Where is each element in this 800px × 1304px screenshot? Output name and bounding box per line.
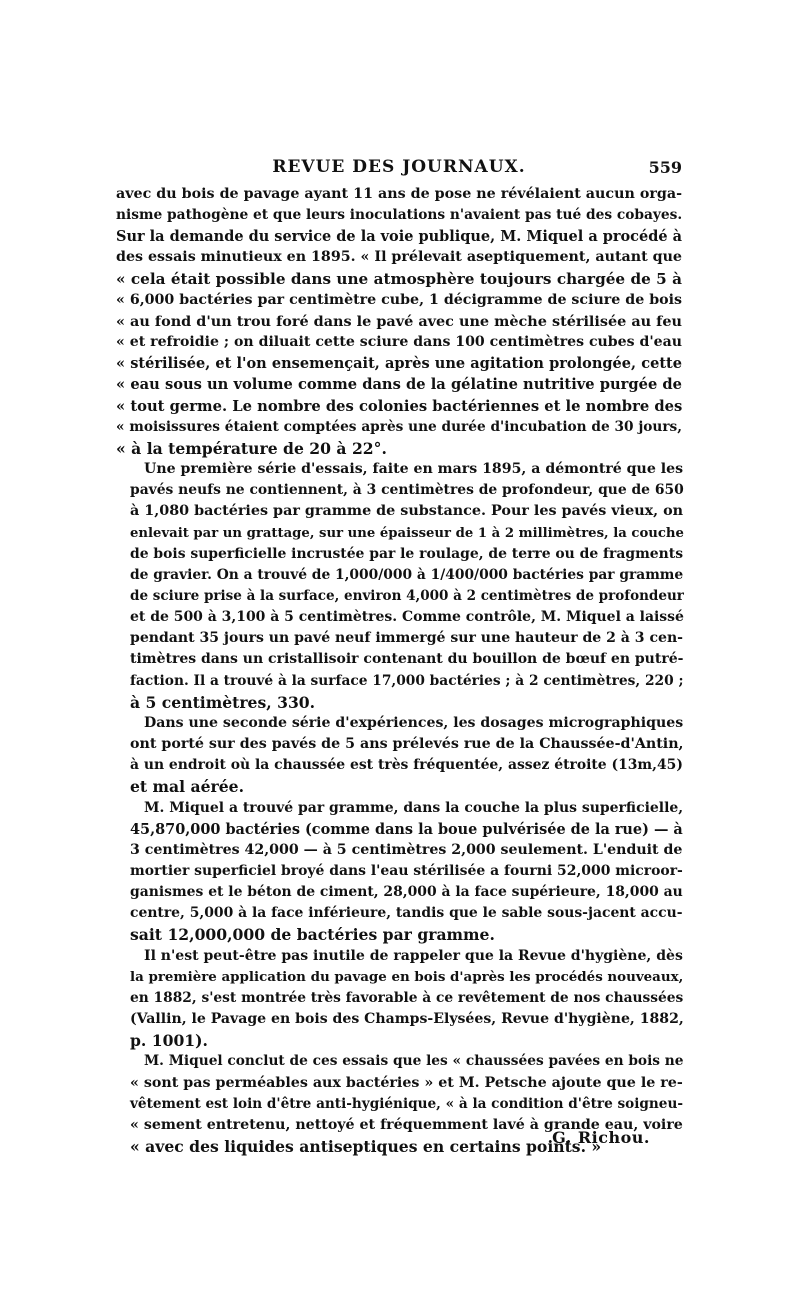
text-line: faction. Il a trouvé à la surface 17,000 bactéries ; à 2 centimètres, 220 ; xyxy=(130,672,684,689)
text-line: en 1882, s'est montrée très favorable à ce revêtement de nos chaussées xyxy=(130,989,684,1006)
text-line: ganismes et le béton de ciment, 28,000 à la face supérieure, 18,000 au xyxy=(130,884,683,901)
running-title: REVUE DES JOURNAUX. xyxy=(272,157,526,177)
text-line: « tout germe. Le nombre des colonies bactériennes et le nombre des xyxy=(116,397,683,415)
text-line: 45,870,000 bactéries (comme dans la boue pulvérisée de la rue) — à xyxy=(130,820,683,838)
paragraph xyxy=(116,946,682,1052)
text-line: « eau sous un volume comme dans de la gélatine nutritive purgée de xyxy=(116,376,682,394)
text-line: des essais minutieux en 1895. « Il prélevait aseptiquement, autant que xyxy=(116,249,682,266)
text-line: Il n'est peut-être pas inutile de rappeler que la Revue d'hygiène, dès xyxy=(144,947,683,964)
text-line: centre, 5,000 à la face inférieure, tandis que le sable sous-jacent accu- xyxy=(130,905,683,922)
paragraph xyxy=(116,184,682,459)
text-line: (Vallin, le Pavage en bois des Champs-Elysées, Revue d'hygiène, 1882, xyxy=(130,1011,684,1028)
paragraph xyxy=(116,798,682,946)
text-line: à 1,080 bactéries par gramme de substance. Pour les pavés vieux, on xyxy=(130,503,684,520)
page-header xyxy=(116,154,682,182)
text-line: avec du bois de pavage ayant 11 ans de pose ne révélaient aucun orga- xyxy=(116,186,682,202)
text-line: « stérilisée, et l'on ensemençait, après une agitation prolongée, cette xyxy=(116,355,682,373)
paragraph xyxy=(116,713,682,798)
text-line: « avec des liquides antiseptiques en certains points. » xyxy=(130,1137,602,1157)
text-line: mortier superficiel broyé dans l'eau stérilisée a fourni 52,000 microor- xyxy=(130,863,683,879)
author-signature: G. Richou. xyxy=(552,1128,650,1147)
text-line: M. Miquel a trouvé par gramme, dans la couche la plus superficielle, xyxy=(144,799,684,816)
text-line: timètres dans un cristallisoir contenant du bouillon de bœuf en putré- xyxy=(130,651,684,668)
text-line: de sciure prise à la surface, environ 4,000 à 2 centimètres de profondeur xyxy=(130,587,684,604)
text-line: « 6,000 bactéries par centimètre cube, 1 décigramme de sciure de bois xyxy=(116,291,682,308)
text-line: p. 1001). xyxy=(130,1031,208,1051)
page-number: 559 xyxy=(648,158,682,177)
text-line: de gravier. On a trouvé de 1,000/000 à 1/400/000 bactéries par gramme xyxy=(130,566,684,583)
article-body xyxy=(116,184,682,1157)
text-line: et de 500 à 3,100 à 5 centimètres. Comme contrôle, M. Miquel a laissé xyxy=(130,609,684,626)
text-line: « et refroidie ; on diluait cette sciure dans 100 centimètres cubes d'eau xyxy=(116,334,682,351)
text-line: « moisissures étaient comptées après une durée d'incubation de 30 jours, xyxy=(116,418,682,435)
text-line: « sont pas perméables aux bactéries » et M. Petsche ajoute que le re- xyxy=(130,1074,683,1091)
text-line: pavés neufs ne contiennent, à 3 centimètres de profondeur, que de 650 xyxy=(130,482,684,499)
text-line: sait 12,000,000 de bactéries par gramme. xyxy=(130,925,495,945)
text-line: nisme pathogène et que leurs inoculations n'avaient pas tué des cobayes. xyxy=(116,207,683,224)
text-line: de bois superficielle incrustée par le roulage, de terre ou de fragments xyxy=(130,545,684,562)
text-line: à 5 centimètres, 330. xyxy=(130,692,316,712)
text-line: Sur la demande du service de la voie publique, M. Miquel a procédé à xyxy=(116,228,682,246)
text-line: « au fond d'un trou foré dans le pavé avec une mèche stérilisée au feu xyxy=(116,312,682,330)
text-line: pendant 35 jours un pavé neuf immergé sur une hauteur de 2 à 3 cen- xyxy=(130,630,683,647)
text-line: Dans une seconde série d'expériences, les dosages micrographiques xyxy=(144,714,684,731)
text-line: « cela était possible dans une atmosphère toujours chargée de 5 à xyxy=(116,269,682,288)
text-line: la première application du pavage en bois d'après les procédés nouveaux, xyxy=(130,968,684,985)
text-line: et mal aérée. xyxy=(130,777,245,797)
text-line: enlevait par un grattage, sur une épaisseur de 1 à 2 millimètres, la couche xyxy=(130,525,684,541)
text-line: M. Miquel conclut de ces essais que les « chaussées pavées en bois ne xyxy=(144,1053,684,1070)
text-line: ont porté sur des pavés de 5 ans prélevés rue de la Chaussée-d'Antin, xyxy=(130,736,684,753)
text-line: vêtement est loin d'être anti-hygiénique, « à la condition d'être soigneu- xyxy=(130,1095,684,1112)
text-line: à un endroit où la chaussée est très fréquentée, assez étroite (13m,45) xyxy=(130,757,683,774)
paragraph xyxy=(116,459,682,713)
text-line: « sement entretenu, nettoyé et fréquemment lavé à grande eau, voire xyxy=(130,1116,683,1133)
text-line: 3 centimètres 42,000 — à 5 centimètres 2,000 seulement. L'enduit de xyxy=(130,841,683,858)
text-line: « à la température de 20 à 22°. xyxy=(116,438,387,458)
text-line: Une première série d'essais, faite en mars 1895, a démontré que les xyxy=(144,461,684,478)
